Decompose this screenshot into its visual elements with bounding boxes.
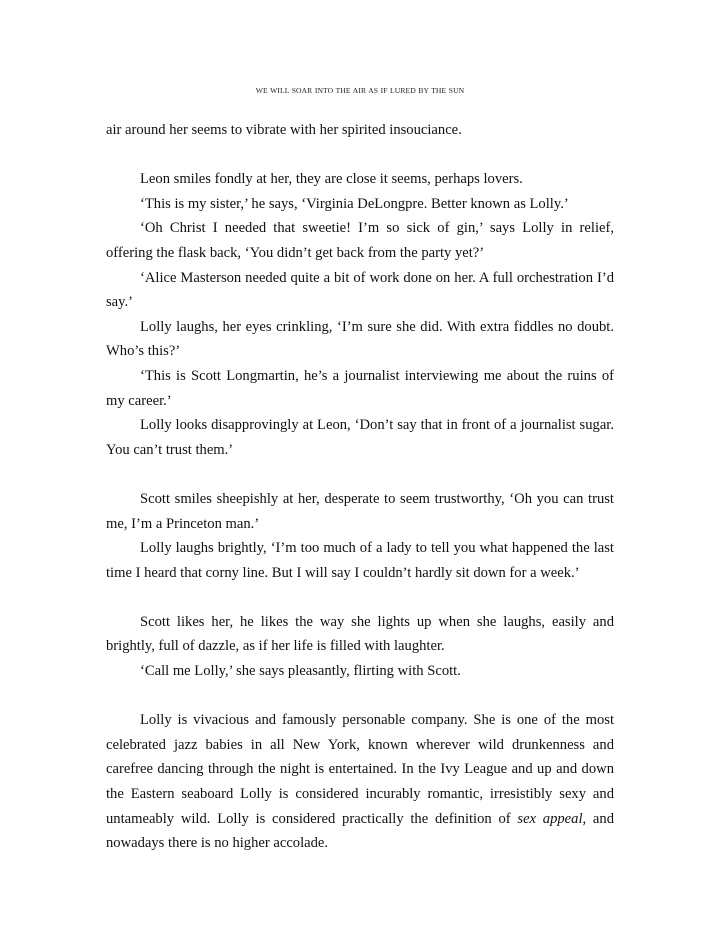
paragraph: Lolly looks disapprovingly at Leon, ‘Don’t say that in front of a journalist sugar. You can’t trust them.’ [106, 417, 614, 458]
paragraph: ‘This is my sister,’ he says, ‘Virginia DeLongpre. Better known as Lolly.’ [140, 195, 569, 212]
paragraph-text: Lolly is vivacious and famously personable company. She is one of the most celebrated jazz babies in all New York, known wherever wild drunkenness and carefree dancing through the night is entertained. In the Ivy League and up and down the Eastern seaboard Lolly is considered incurably romantic, irresistibly sexy and untameably wild. Lolly is considered practically the definition of [106, 712, 614, 827]
paragraph-text: , and nowadays there is no higher accolade. [106, 810, 614, 852]
paragraph: ‘Call me Lolly,’ she says pleasantly, flirting with Scott. [140, 663, 461, 680]
paragraph: air around her seems to vibrate with her spirited insouciance. [106, 122, 462, 138]
running-header: WE WILL SOAR INTO THE AIR AS IF LURED BY THE SUN [255, 86, 465, 95]
paragraph: Lolly laughs, her eyes crinkling, ‘I’m sure she did. With extra fiddles no doubt. Who’s this?’ [106, 318, 614, 360]
paragraph: Leon smiles fondly at her, they are close it seems, perhaps lovers. [140, 171, 523, 188]
paragraph: ‘This is Scott Longmartin, he’s a journalist interviewing me about the ruins of my career.’ [106, 367, 614, 409]
page-body-text [106, 118, 614, 856]
emphasized-phrase: sex appeal [517, 810, 583, 827]
paragraph: Scott smiles sheepishly at her, desperate to seem trustworthy, ‘Oh you can trust me, I’m a Princeton man.’ [106, 490, 614, 532]
paragraph: ‘Oh Christ I needed that sweetie! I’m so sick of gin,’ says Lolly in relief, offering the flask back, ‘You didn’t get back from the party yet?’ [106, 220, 614, 261]
paragraph: Scott likes her, he likes the way she lights up when she laughs, easily and brightly, full of dazzle, as if her life is filled with laughter. [106, 613, 614, 655]
paragraph: Lolly laughs brightly, ‘I’m too much of a lady to tell you what happened the last time I heard that corny line. But I will say I couldn’t hardly sit down for a week.’ [106, 540, 614, 581]
paragraph: ‘Alice Masterson needed quite a bit of work done on her. A full orchestration I’d say.’ [106, 269, 614, 311]
paragraph-with-emphasis [106, 708, 614, 856]
